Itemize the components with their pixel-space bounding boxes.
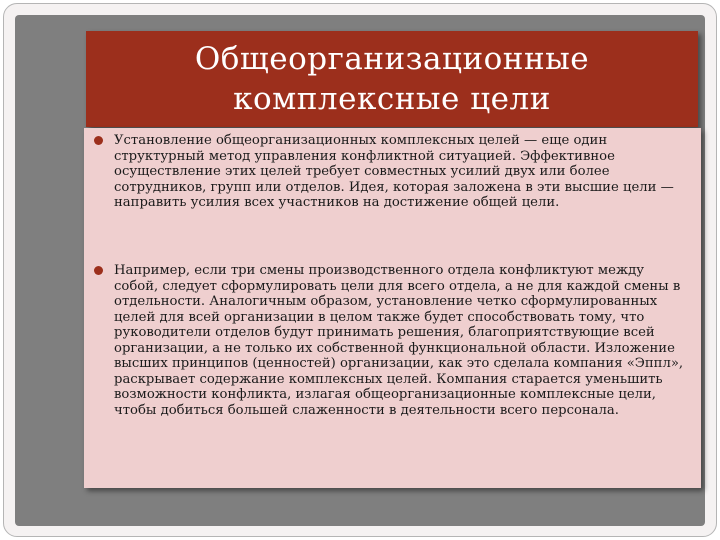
title-line-2: комплексные цели <box>233 81 551 117</box>
bullet-dot-icon <box>94 266 103 275</box>
title-line-1: Общеорганизационные <box>194 41 590 77</box>
bullet-item-1 <box>94 133 684 211</box>
title-banner <box>86 31 698 127</box>
bullet-item-2 <box>94 263 684 418</box>
bullet-text-1: Установление общеорганизационных комплексных целей — еще один структурный метод управления конфликтной ситуацией. Эффективное осуществление этих целей требует совместных усилий двух или более сотрудников, групп или отделов. Идея, которая заложена в эти высшие цели — направить усилия всех участников на достижение общей цели. <box>114 133 674 210</box>
bullet-dot-icon <box>94 136 103 145</box>
content-panel <box>84 128 701 488</box>
slide-background <box>15 15 705 526</box>
bullet-text-2: Например, если три смены производственного отдела конфликтуют между собой, следует сформулировать цели для всего отдела, а не для каждой смены в отдельности. Аналогичным образом, установление четко сформулированных целей для всей организации в целом также будет способствовать тому, что руководители отделов будут принимать решения, благоприятствующие всей организации, а не только их собственной функциональной области. Изложение высших принципов (ценностей) организации, как это сделала компания «Эппл», раскрывает содержание комплексных целей. Компания старается уменьшить возможности конфликта, излагая общеорганизационные комплексные цели, чтобы добиться большей слаженности в деятельности всего персонала. <box>114 263 684 418</box>
slide-frame <box>3 3 717 537</box>
